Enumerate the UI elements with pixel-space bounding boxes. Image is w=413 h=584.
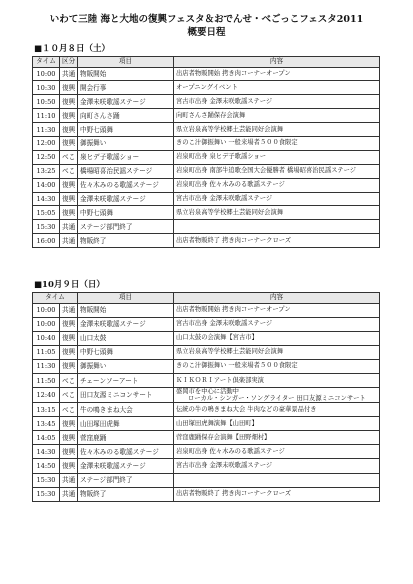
cell-content: 県立岩泉高等学校郷土芸能同好会演舞 bbox=[174, 206, 380, 220]
cell-time: 11:10 bbox=[33, 109, 60, 123]
header-content: 内容 bbox=[174, 293, 380, 304]
header-kubun: 区分 bbox=[60, 57, 78, 68]
table-row bbox=[33, 67, 380, 81]
cell-kubun: 復興 bbox=[60, 206, 78, 220]
cell-kubun: べこ bbox=[60, 388, 78, 403]
cell-item: 中野七頭舞 bbox=[78, 206, 174, 220]
page-title: いわて三陸 海と大地の復興フェスタ＆おでんせ・べごっこフェスタ2011 bbox=[49, 14, 364, 25]
cell-content: 宮古市出身 金澤未咲歌謡ステージ bbox=[174, 95, 380, 109]
cell-kubun: べこ bbox=[60, 373, 78, 387]
cell-content: 宮古市出身 金澤未咲歌謡ステージ bbox=[174, 317, 380, 331]
table-row bbox=[33, 459, 380, 473]
cell-item: 金澤未咲歌謡ステージ bbox=[78, 95, 174, 109]
day1-rows bbox=[33, 67, 380, 248]
cell-item: 向町さんさ踊 bbox=[78, 109, 174, 123]
cell-time: 13:15 bbox=[33, 403, 60, 417]
cell-item: 物販終了 bbox=[78, 487, 174, 501]
cell-item: 開会行事 bbox=[78, 81, 174, 95]
table-header-row bbox=[33, 57, 380, 68]
cell-item: 金澤未咲歌謡ステージ bbox=[78, 459, 174, 473]
cell-item: 泉ヒデ子歌謡ショー bbox=[78, 150, 174, 164]
table-row bbox=[33, 81, 380, 95]
cell-kubun: 復興 bbox=[60, 317, 78, 331]
cell-item: 橋場昭喜治民謡ステージ bbox=[78, 164, 174, 178]
table-row bbox=[33, 206, 380, 220]
cell-content: 県立岩泉高等学校郷土芸能同好会演舞 bbox=[174, 123, 380, 137]
cell-time: 12:50 bbox=[33, 150, 60, 164]
cell-time: 11:50 bbox=[33, 373, 60, 387]
cell-time: 15:05 bbox=[33, 206, 60, 220]
cell-item: 佐々木みのる歌謡ステージ bbox=[78, 445, 174, 459]
cell-item: チェーンソーアート bbox=[78, 373, 174, 387]
cell-kubun: 復興 bbox=[60, 345, 78, 359]
header-time: タイム bbox=[33, 57, 60, 68]
cell-content: 菅窪鹿踊保存会演舞【田野畑村】 bbox=[174, 431, 380, 445]
cell-content: 山田塚田虎舞演舞【山田町】 bbox=[174, 417, 380, 431]
cell-item: 菅窪鹿踊 bbox=[78, 431, 174, 445]
cell-content-line2: ローカル・シンガー・ソングライター 田口友源ミニコンサート bbox=[188, 395, 366, 403]
cell-kubun: 復興 bbox=[60, 123, 78, 137]
cell-time: 10:40 bbox=[33, 331, 60, 345]
cell-kubun: 復興 bbox=[60, 445, 78, 459]
cell-kubun: 復興 bbox=[60, 431, 78, 445]
cell-kubun: 共通 bbox=[60, 67, 78, 81]
cell-kubun: 復興 bbox=[60, 178, 78, 192]
cell-kubun: 復興 bbox=[60, 95, 78, 109]
table-row bbox=[33, 345, 380, 359]
cell-time: 14:00 bbox=[33, 178, 60, 192]
cell-item: 佐々木みのる歌謡ステージ bbox=[78, 178, 174, 192]
cell-item: 山口太鼓 bbox=[78, 331, 174, 345]
cell-time: 10:00 bbox=[33, 67, 60, 81]
cell-item: 物販開始 bbox=[78, 303, 174, 317]
table-row bbox=[33, 123, 380, 137]
table-row bbox=[33, 473, 380, 487]
cell-time: 10:00 bbox=[33, 303, 60, 317]
cell-content: 宮古市出身 金澤未咲歌謡ステージ bbox=[174, 192, 380, 206]
cell-kubun: べこ bbox=[60, 403, 78, 417]
cell-content: 山口太鼓の会演舞【宮古市】 bbox=[174, 331, 380, 345]
day2-rows bbox=[33, 303, 380, 501]
table-row bbox=[33, 178, 380, 192]
cell-kubun: べこ bbox=[60, 164, 78, 178]
cell-item: 金澤未咲歌謡ステージ bbox=[78, 317, 174, 331]
table-row bbox=[33, 303, 380, 317]
cell-item: 山田塚田虎舞 bbox=[78, 417, 174, 431]
cell-time: 12:40 bbox=[33, 388, 60, 403]
cell-kubun: べこ bbox=[60, 150, 78, 164]
table-header-row bbox=[33, 293, 380, 304]
cell-content: 宮古市出身 金澤未咲歌謡ステージ bbox=[174, 459, 380, 473]
header-item: 項目 bbox=[78, 57, 174, 68]
cell-time: 14:30 bbox=[33, 445, 60, 459]
cell-content: 出店者物販終了 拷き肉コーナークローズ bbox=[174, 234, 380, 248]
cell-kubun: 共通 bbox=[60, 220, 78, 234]
cell-time: 15:30 bbox=[33, 487, 60, 501]
day2-schedule-table bbox=[32, 292, 380, 502]
cell-content: きのこ汁御振舞い 一般来場者５００食限定 bbox=[174, 359, 380, 373]
table-row bbox=[33, 445, 380, 459]
cell-item: 牛の鳴きまね大会 bbox=[78, 403, 174, 417]
cell-item: 中野七頭舞 bbox=[78, 123, 174, 137]
header-item: 項目 bbox=[78, 293, 174, 304]
cell-content: 出店者物販終了 拷き肉コーナークローズ bbox=[174, 487, 380, 501]
cell-content-line1: 盛岡市を中心に活動中 bbox=[176, 388, 239, 396]
table-row bbox=[33, 220, 380, 234]
cell-item: 金澤未咲歌謡ステージ bbox=[78, 192, 174, 206]
cell-kubun: 共通 bbox=[60, 487, 78, 501]
table-row bbox=[33, 359, 380, 373]
cell-time: 14:05 bbox=[33, 431, 60, 445]
table-row bbox=[33, 95, 380, 109]
cell-content bbox=[174, 388, 380, 403]
header-time: タイム bbox=[33, 293, 78, 304]
cell-kubun: 共通 bbox=[60, 473, 78, 487]
cell-content bbox=[174, 220, 380, 234]
cell-content: 岩泉町出身 南部牛追歌全国大会優勝者 橋場昭喜治民謡ステージ bbox=[174, 164, 380, 178]
table-row bbox=[33, 192, 380, 206]
table-row bbox=[33, 388, 380, 403]
cell-content: 出店者物販開始 拷き肉コーナーオープン bbox=[174, 67, 380, 81]
cell-content: 出店者物販開始 拷き肉コーナーオープン bbox=[174, 303, 380, 317]
cell-kubun: 復興 bbox=[60, 459, 78, 473]
cell-item: 御振舞い bbox=[78, 359, 174, 373]
table-row bbox=[33, 373, 380, 387]
cell-item: 田口友源ミニコンサート bbox=[78, 388, 174, 403]
cell-item: ステージ部門終了 bbox=[78, 473, 174, 487]
cell-kubun: 復興 bbox=[60, 136, 78, 150]
cell-content: ＫＩＫＯＲＩアート倶楽部実演 bbox=[174, 373, 380, 387]
cell-time: 13:45 bbox=[33, 417, 60, 431]
cell-item: 物販開始 bbox=[78, 67, 174, 81]
cell-content: 伝統の牛の鳴きまね大会 牛肉などの豪華景品付き bbox=[174, 403, 380, 417]
day1-schedule-table bbox=[32, 56, 380, 248]
cell-time: 10:50 bbox=[33, 95, 60, 109]
cell-time: 10:00 bbox=[33, 317, 60, 331]
table-row bbox=[33, 487, 380, 501]
cell-content bbox=[174, 473, 380, 487]
cell-time: 11:05 bbox=[33, 345, 60, 359]
table-row bbox=[33, 136, 380, 150]
table-row bbox=[33, 403, 380, 417]
cell-time: 16:00 bbox=[33, 234, 60, 248]
cell-kubun: 復興 bbox=[60, 359, 78, 373]
cell-time: 11:30 bbox=[33, 359, 60, 373]
cell-content: きのこ汁御振舞い 一般来場者５００食限定 bbox=[174, 136, 380, 150]
cell-content: 岩泉町出身 佐々木みのる歌謡ステージ bbox=[174, 178, 380, 192]
cell-item: 物販終了 bbox=[78, 234, 174, 248]
page-subtitle: 概要日程 bbox=[187, 27, 226, 38]
cell-kubun: 復興 bbox=[60, 417, 78, 431]
cell-time: 14:30 bbox=[33, 192, 60, 206]
table-row bbox=[33, 234, 380, 248]
cell-kubun: 復興 bbox=[60, 192, 78, 206]
cell-content: 岩泉町出身 泉ヒデ子歌謡ショー bbox=[174, 150, 380, 164]
table-row bbox=[33, 431, 380, 445]
table-row bbox=[33, 417, 380, 431]
cell-kubun: 復興 bbox=[60, 109, 78, 123]
cell-time: 13:25 bbox=[33, 164, 60, 178]
cell-item: 中野七頭舞 bbox=[78, 345, 174, 359]
day1-heading: ■１０月８日（土） bbox=[34, 44, 111, 54]
cell-time: 10:30 bbox=[33, 81, 60, 95]
cell-time: 15:30 bbox=[33, 473, 60, 487]
cell-kubun: 共通 bbox=[60, 234, 78, 248]
cell-kubun: 共通 bbox=[60, 303, 78, 317]
cell-time: 14:50 bbox=[33, 459, 60, 473]
cell-content: 県立岩泉高等学校郷土芸能同好会演舞 bbox=[174, 345, 380, 359]
cell-item: 御振舞い bbox=[78, 136, 174, 150]
header-content: 内容 bbox=[174, 57, 380, 68]
cell-content: 向町さんさ踊保存会演舞 bbox=[174, 109, 380, 123]
cell-time: 12:00 bbox=[33, 136, 60, 150]
cell-time: 11:30 bbox=[33, 123, 60, 137]
table-row bbox=[33, 317, 380, 331]
cell-time: 15:30 bbox=[33, 220, 60, 234]
day2-heading: ■10月９日（日） bbox=[34, 280, 105, 290]
table-row bbox=[33, 109, 380, 123]
cell-item: ステージ部門終了 bbox=[78, 220, 174, 234]
table-row bbox=[33, 164, 380, 178]
cell-kubun: 復興 bbox=[60, 331, 78, 345]
cell-content: 岩泉町出身 佐々木みのる歌謡ステージ bbox=[174, 445, 380, 459]
cell-kubun: 復興 bbox=[60, 81, 78, 95]
table-row bbox=[33, 150, 380, 164]
cell-content: オープニングイベント bbox=[174, 81, 380, 95]
table-row bbox=[33, 331, 380, 345]
